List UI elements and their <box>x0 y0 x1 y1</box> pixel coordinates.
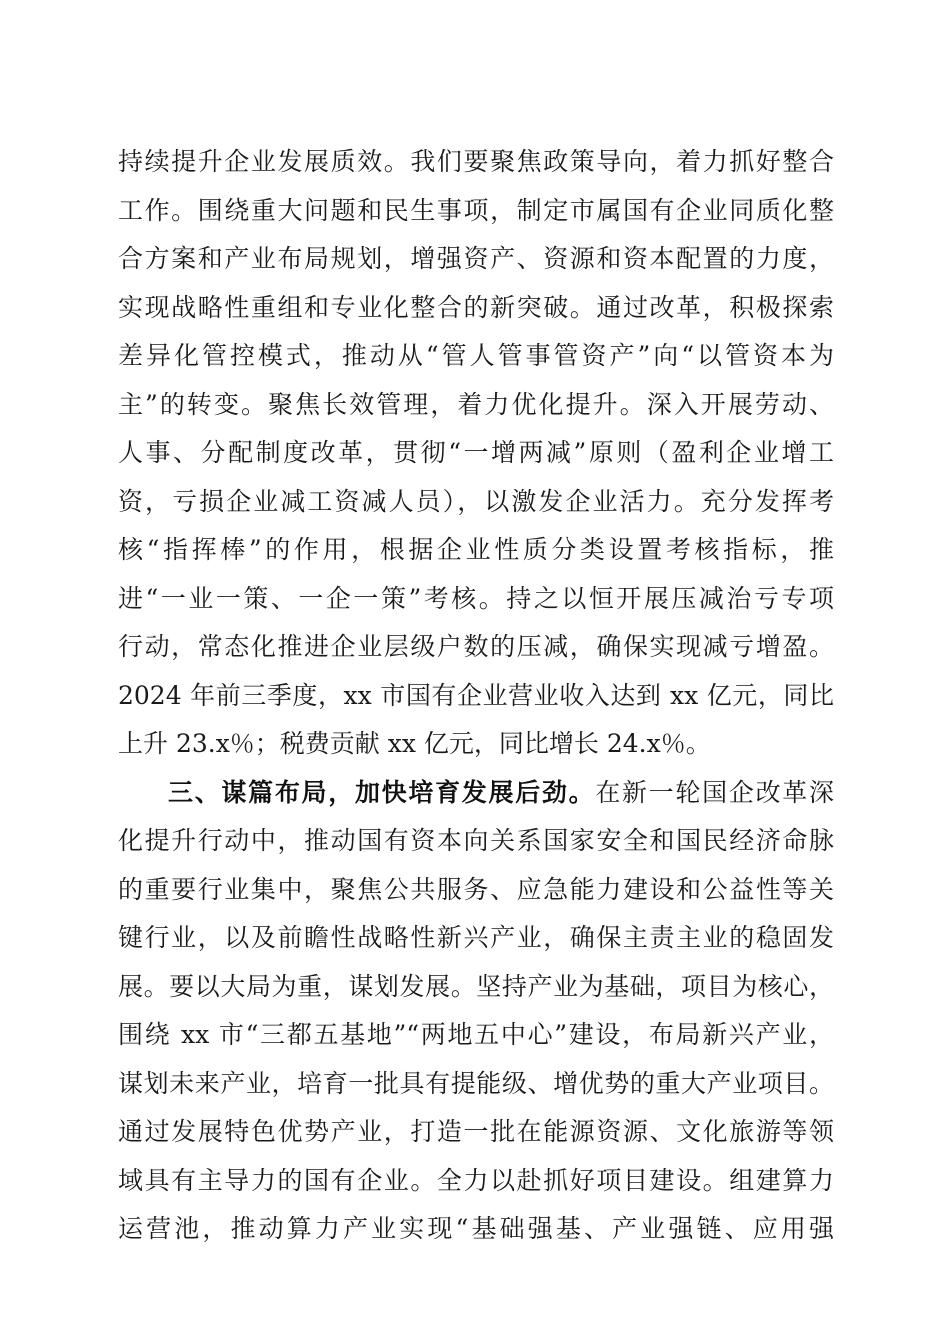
paragraph-line: 运营池，推动算力产业实现“基础强基、产业强链、应用强 <box>118 1214 834 1243</box>
paragraph-strategic-layout <box>118 769 834 1254</box>
paragraph-line: 人事、分配制度改革，贯彻“一增两减”原则（盈利企业增工 <box>118 438 834 467</box>
heading-line-continuation: 在新一轮国企改革深 <box>595 777 834 807</box>
paragraph-line: 实现战略性重组和专业化整合的新突破。通过改革，积极探索 <box>118 292 834 322</box>
paragraph-line: 资，亏损企业减工资减人员），以激发企业活力。充分发挥考 <box>118 486 834 516</box>
paragraph-line: 展。要以大局为重，谋划发展。坚持产业为基础，项目为核心， <box>118 971 834 1001</box>
paragraph-first-line <box>118 769 834 818</box>
document-body <box>118 138 834 1254</box>
paragraph-line: 持续提升企业发展质效。我们要聚焦政策导向，着力抓好整合 <box>118 147 834 176</box>
paragraph-line: 差异化管控模式，推动从“管人管事管资产”向“以管资本为 <box>118 341 834 370</box>
paragraph-line: 键行业，以及前瞻性战略性新兴产业，确保主责主业的稳固发 <box>118 923 834 952</box>
paragraph-line: 合方案和产业布局规划，增强资产、资源和资本配置的力度， <box>118 244 834 273</box>
paragraph-line: 谋划未来产业，培育一批具有提能级、增优势的重大产业项目。 <box>118 1068 834 1098</box>
paragraph-line: 化提升行动中，推动国有资本向关系国家安全和国民经济命脉 <box>118 826 834 855</box>
paragraph-line: 主”的转变。聚焦长效管理，着力优化提升。深入开展劳动、 <box>118 389 834 419</box>
paragraph-line: 工作。围绕重大问题和民生事项，制定市属国有企业同质化整 <box>118 195 834 225</box>
paragraph-line: 通过发展特色优势产业，打造一批在能源资源、文化旅游等领 <box>118 1117 834 1146</box>
paragraph-line: 行动，常态化推进企业层级户数的压减，确保实现减亏增盈。 <box>118 632 834 661</box>
paragraph-line: 域具有主导力的国有企业。全力以赴抓好项目建设。组建算力 <box>118 1165 834 1195</box>
paragraph-line: 2024 年前三季度，xx 市国有企业营业收入达到 xx 亿元，同比 <box>118 680 834 710</box>
paragraph-enterprise-quality <box>118 138 834 769</box>
section-heading: 三、谋篇布局，加快培育发展后劲。 <box>168 777 596 807</box>
paragraph-line: 围绕 xx 市“三都五基地”“两地五中心”建设，布局新兴产业， <box>118 1020 834 1049</box>
paragraph-line: 进“一业一策、一企一策”考核。持之以恒开展压减治亏专项 <box>118 583 834 613</box>
paragraph-line: 核“指挥棒”的作用，根据企业性质分类设置考核指标，推 <box>118 535 834 564</box>
paragraph-line: 的重要行业集中，聚焦公共服务、应急能力建设和公益性等关 <box>118 874 834 904</box>
paragraph-line: 上升 23.x％；税费贡献 xx 亿元，同比增长 24.x％。 <box>118 729 711 758</box>
